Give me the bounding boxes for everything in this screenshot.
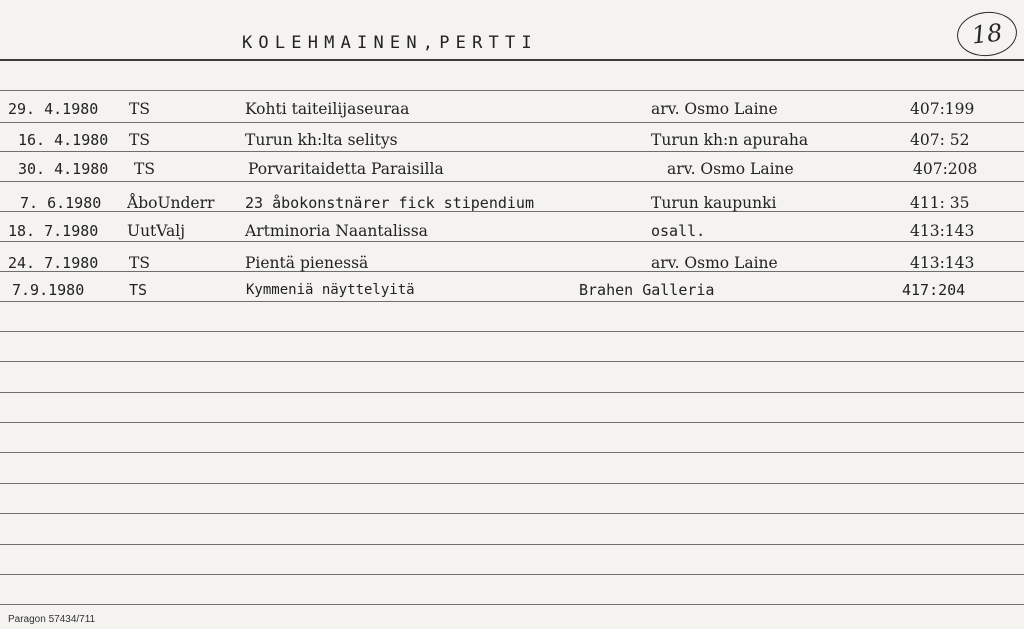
entry-ref: 407:208 — [913, 160, 978, 178]
entry-note: osall. — [651, 222, 706, 240]
entry-source: TS — [134, 160, 155, 178]
ruled-line — [0, 271, 1024, 272]
ruled-line — [0, 241, 1024, 242]
ruled-line — [0, 422, 1024, 423]
entry-ref: 411: 35 — [910, 194, 970, 212]
entry-source: TS — [129, 100, 150, 118]
ruled-line — [0, 361, 1024, 362]
person-name: KOLEHMAINEN,PERTTI — [242, 33, 538, 53]
entry-note: arv. Osmo Laine — [651, 100, 778, 118]
entry-date: 16. 4.1980 — [18, 131, 109, 149]
ruled-line — [0, 544, 1024, 545]
header-rule — [0, 59, 1024, 61]
ruled-line — [0, 452, 1024, 453]
entry-title: Pientä pienessä — [245, 254, 369, 272]
ruled-line — [0, 574, 1024, 575]
ruled-line — [0, 331, 1024, 332]
entry-source: ÅboUnderr — [127, 194, 215, 212]
ruled-line — [0, 513, 1024, 514]
ruled-line — [0, 604, 1024, 605]
entry-note: arv. Osmo Laine — [667, 160, 794, 178]
entry-date: 7.9.1980 — [12, 281, 85, 299]
entry-source: TS — [129, 281, 148, 299]
entry-ref: 407: 52 — [910, 131, 970, 149]
ruled-line — [0, 151, 1024, 152]
entry-date: 29. 4.1980 — [8, 100, 99, 118]
entry-ref: 407:199 — [910, 100, 975, 118]
ruled-line — [0, 122, 1024, 123]
entry-ref: 413:143 — [910, 254, 975, 272]
entry-title: Porvaritaidetta Paraisilla — [248, 160, 444, 178]
entry-ref: 417:204 — [902, 281, 966, 299]
ruled-line — [0, 181, 1024, 182]
entry-title: Artminoria Naantalissa — [245, 222, 428, 240]
entry-ref: 413:143 — [910, 222, 975, 240]
page-number-circled — [955, 9, 1019, 59]
entry-note: Turun kaupunki — [651, 194, 777, 212]
entry-note: arv. Osmo Laine — [651, 254, 778, 272]
entry-title: 23 åbokonstnärer fick stipendium — [245, 194, 534, 212]
header-rule-lower — [0, 90, 1024, 91]
entry-title: Turun kh:lta selitys — [245, 131, 398, 149]
entry-date: 7. 6.1980 — [20, 194, 102, 212]
ruled-line — [0, 483, 1024, 484]
page-number: 18 — [970, 18, 1004, 50]
card-print-mark: Paragon 57434/711 — [8, 614, 96, 625]
entry-date: 24. 7.1980 — [8, 254, 99, 272]
ruled-line — [0, 392, 1024, 393]
entry-title: Kymmeniä näyttelyitä — [246, 282, 415, 298]
entry-source: TS — [129, 254, 150, 272]
entry-note: Turun kh:n apuraha — [651, 131, 809, 149]
entry-note: Brahen Galleria — [579, 281, 715, 299]
ruled-line — [0, 301, 1024, 302]
entry-date: 18. 7.1980 — [8, 222, 99, 240]
entry-source: TS — [129, 131, 150, 149]
entry-source: UutValj — [127, 222, 186, 240]
entry-date: 30. 4.1980 — [18, 160, 109, 178]
entry-title: Kohti taiteilijaseuraa — [245, 100, 410, 118]
